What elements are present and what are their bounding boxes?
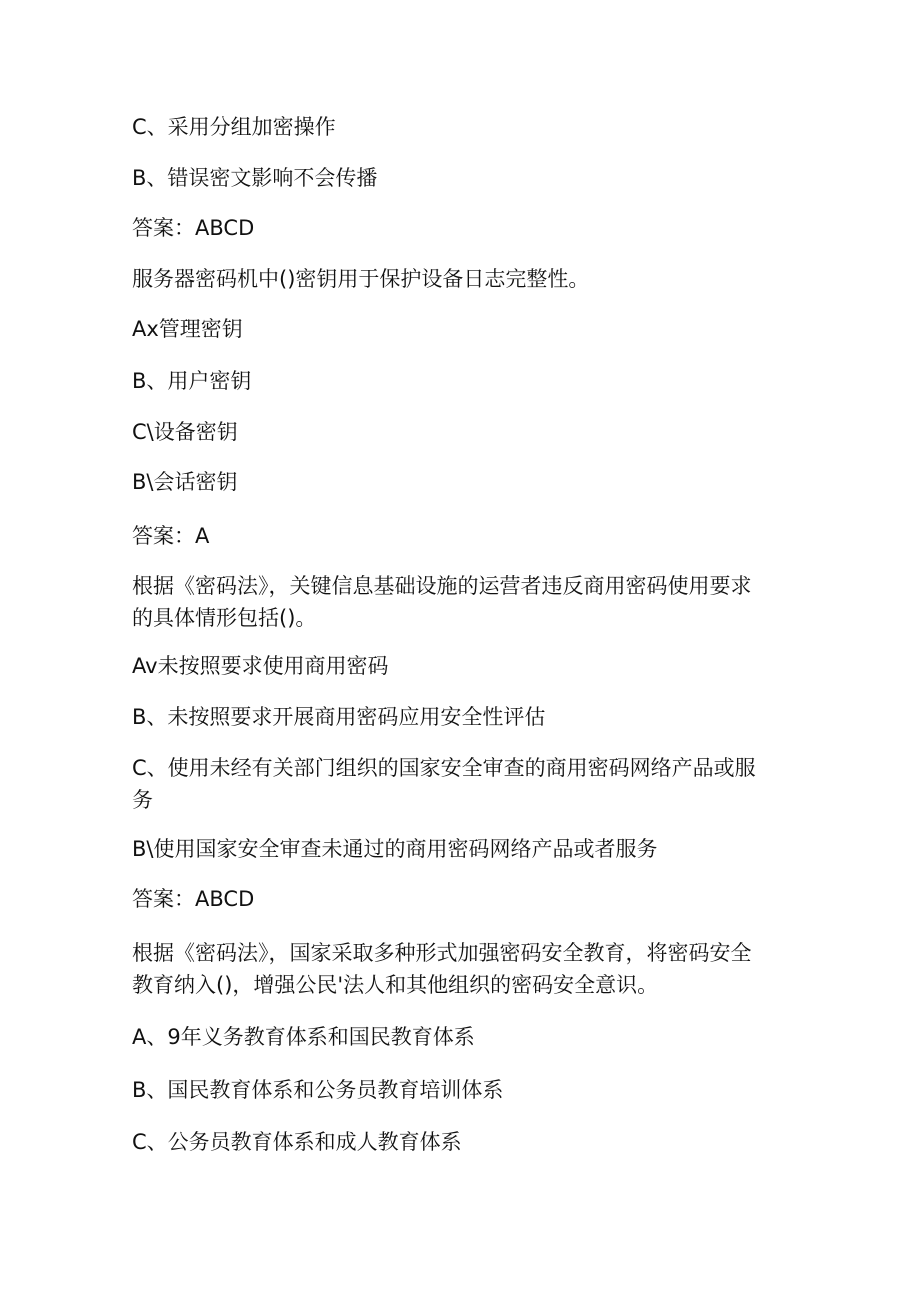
option-a-text: Av未按照要求使用商用密码	[132, 654, 389, 678]
option-c-text-continued: 务	[132, 788, 153, 812]
option-d-text: B\会话密钥	[132, 470, 238, 494]
option-a-text: Ax管理密钥	[132, 317, 243, 341]
question-text-continued: 的具体情形包括()。	[132, 606, 317, 630]
option-b-text: B、未按照要求开展商用密码应用安全性评估	[132, 705, 546, 729]
option-c-text: C\设备密钥	[132, 420, 238, 444]
option-b-text: B、用户密钥	[132, 369, 252, 393]
answer-text: 答案：ABCD	[132, 887, 255, 911]
question-text: 服务器密码机中()密钥用于保护设备日志完整性。	[132, 267, 590, 291]
option-b-text: B、错误密文影响不会传播	[132, 166, 378, 190]
question-text: 根据《密码法》，国家采取多种形式加强密码安全教育，将密码安全	[132, 941, 752, 965]
option-b-text: B、国民教育体系和公务员教育培训体系	[132, 1078, 504, 1102]
question-text: 根据《密码法》，关键信息基础设施的运营者违反商用密码使用要求	[132, 574, 752, 598]
answer-text: 答案：ABCD	[132, 216, 255, 240]
option-c-text: C、采用分组加密操作	[132, 115, 336, 139]
option-c-text: C、使用未经有关部门组织的国家安全审查的商用密码网络产品或服	[132, 756, 756, 780]
answer-text: 答案：A	[132, 524, 210, 548]
option-c-text: C、公务员教育体系和成人教育体系	[132, 1130, 462, 1154]
option-a-text: A、9年义务教育体系和国民教育体系	[132, 1025, 475, 1049]
option-d-text: B\使用国家安全审查未通过的商用密码网络产品或者服务	[132, 837, 658, 861]
question-text-continued: 教育纳入()，增强公民'法人和其他组织的密码安全意识。	[132, 973, 659, 997]
